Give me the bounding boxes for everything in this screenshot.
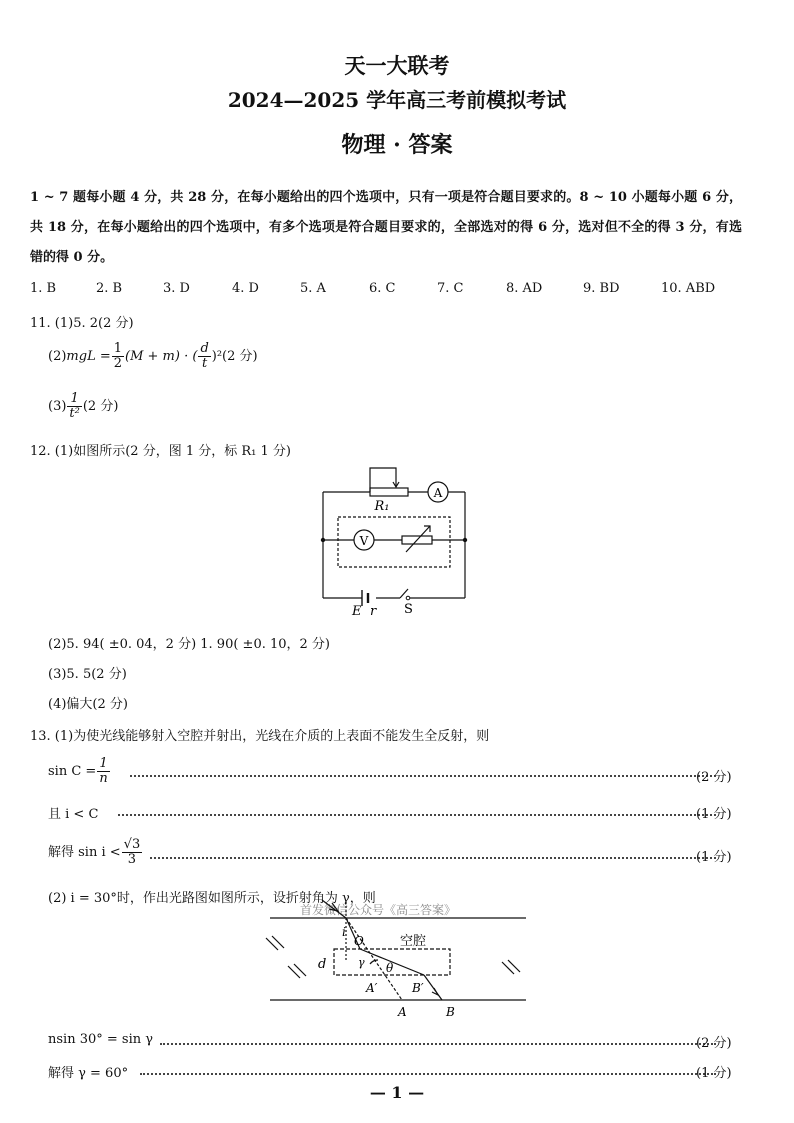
score: (2 分): [696, 770, 732, 785]
light-path-diagram: [262, 898, 532, 1023]
instructions: 1 ~ 7 题每小题 4 分，共 28 分，在每小题给出的四个选项中，只有一项是符合题目要求的。8 ~ 10 小题每小题 6 分，共 18 分，在每小题给出的四个选项中，有多个选项是符合题目要求的，全部选对的得 6 分，选对但不全的得 3 分，有选错的得 0 分。: [30, 190, 742, 265]
q12-part4: (4)偏大(2 分): [48, 697, 128, 712]
q13-eq-sinC: sin C = $\frac{1}{n}$: [48, 756, 108, 786]
r1-label: R₁: [374, 499, 390, 514]
dotted-leader: [150, 857, 716, 859]
watermark: 首发微信公众号《高三答案》: [300, 903, 457, 917]
q13-part1: 13. (1)为使光线能够射入空腔并射出，光线在介质的上表面不能发生全反射，则: [30, 729, 490, 744]
q13-eq-snell: nsin 30° = sin γ: [48, 1032, 154, 1047]
choice-answer: 1. B: [30, 281, 57, 296]
dotted-leader: [160, 1043, 716, 1045]
thickness-label: d: [318, 957, 327, 972]
dotted-leader: [118, 814, 716, 816]
dotted-leader: [140, 1073, 716, 1075]
theta-label: θ: [386, 961, 394, 975]
cavity-label: 空腔: [400, 934, 427, 949]
choice-answer: 3. D: [163, 281, 190, 296]
subject-title: 物理 · 答案: [341, 132, 453, 158]
score: (1 分): [696, 1066, 732, 1081]
choice-answer: 6. C: [369, 281, 396, 296]
q13-part2: (2) i = 30°时，作出光路图如图所示，设折射角为 γ，则: [48, 891, 376, 906]
q12-part1: 12. (1)如图所示(2 分，图 1 分，标 R₁ 1 分): [30, 444, 291, 459]
choice-answer: 9. BD: [583, 281, 620, 296]
point-B-label: B: [446, 1005, 455, 1019]
internal-resistance-label: r: [370, 604, 377, 619]
ammeter-label: A: [433, 486, 443, 500]
q11-part3: (3) $\frac{1}{\text{t²}}$ (2 分): [48, 391, 119, 421]
point-A-prime-label: A′: [366, 981, 378, 995]
score: (1 分): [696, 850, 732, 865]
score: (1 分): [696, 807, 732, 822]
choice-answer: 2. B: [96, 281, 123, 296]
switch-label: S: [404, 602, 413, 617]
emf-label: E: [352, 604, 362, 619]
incidence-angle-label: i: [342, 925, 346, 939]
score: (2 分): [696, 1036, 732, 1051]
org-title: 天一大联考: [344, 53, 450, 78]
page-number: — 1 —: [369, 1083, 425, 1102]
choice-answer: 5. A: [300, 281, 326, 296]
q11-part1: 11. (1)5. 2(2 分): [30, 316, 134, 331]
q11-part2: (2)mgL = $\frac{1}{2}$ (M + m) · ( $\frac{d}{t}$ )²(2 分): [48, 341, 258, 371]
q12-part2: (2)5. 94( ±0. 04，2 分) 1. 90( ±0. 10，2 分): [48, 637, 331, 652]
q13-eq-i-lt-C: 且 i < C: [48, 807, 99, 822]
dotted-leader: [130, 775, 716, 777]
q12-part3: (3)5. 5(2 分): [48, 667, 127, 682]
q13-eq-sini: 解得 sin i < $\frac{√3}{3}$: [48, 837, 141, 867]
choice-answer: 4. D: [232, 281, 259, 296]
refraction-angle-label: γ: [358, 956, 365, 969]
choice-answer: 10. ABD: [661, 281, 716, 296]
circuit-diagram: [310, 462, 480, 622]
point-B-prime-label: B′: [412, 981, 424, 995]
point-O-label: O: [354, 934, 364, 948]
point-A-label: A: [398, 1005, 407, 1019]
choice-answer: 8. AD: [506, 281, 543, 296]
voltmeter-label: V: [359, 534, 369, 548]
exam-title: 2024—2025 学年高三考前模拟考试: [227, 88, 567, 112]
choice-answer: 7. C: [437, 281, 464, 296]
q13-eq-gamma: 解得 γ = 60°: [48, 1066, 129, 1081]
